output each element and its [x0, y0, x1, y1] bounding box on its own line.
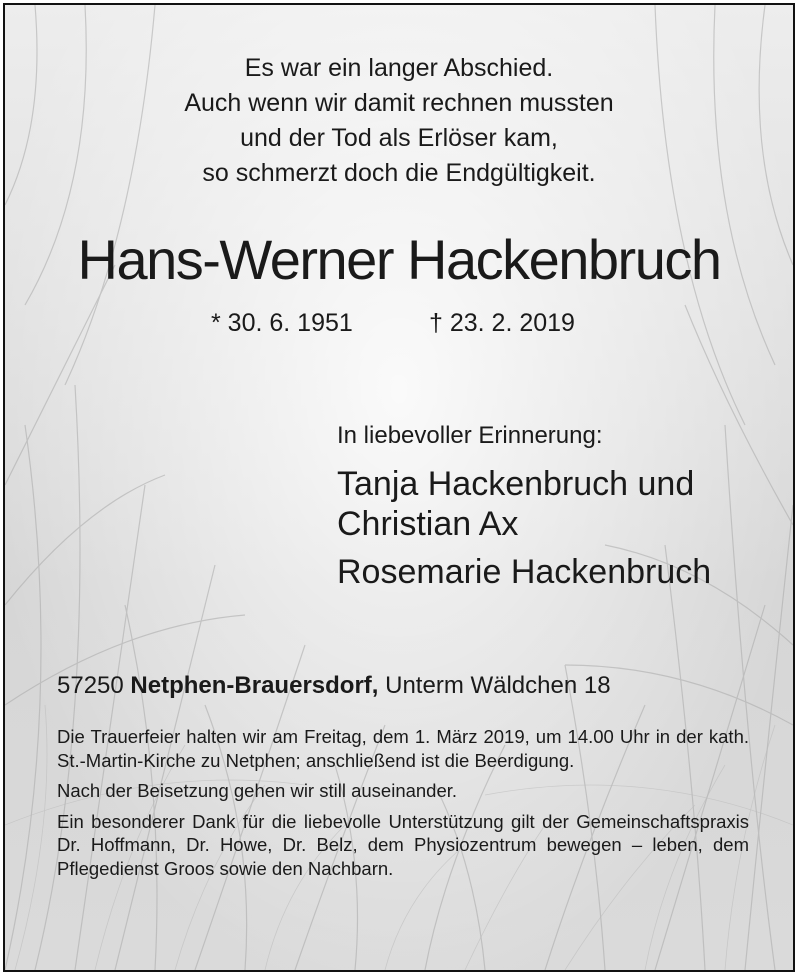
poem-line: und der Tod als Erlöser kam,: [240, 124, 558, 152]
poem-line: Auch wenn wir damit rechnen mussten: [184, 89, 614, 117]
thanks-note: Ein besonderer Dank für die liebevolle Unterstützung gilt der Gemeinschaftspraxis Dr. Hoffmann, Dr. Howe, Dr. Belz, dem Physiozentrum bewegen – leben, dem Pflegedienst Groos sowie den Nachbarn.: [57, 810, 749, 879]
funeral-details: [57, 725, 749, 887]
deceased-name: Hans-Werner Hackenbruch: [77, 228, 721, 291]
mourner-name: Tanja Hackenbruch und: [337, 465, 695, 503]
poem-line: so schmerzt doch die Endgültigkeit.: [202, 159, 596, 187]
mourners-list: [337, 464, 711, 592]
birth-date: * 30. 6. 1951: [211, 309, 353, 337]
memorial-poem: [5, 51, 793, 191]
poem-line: Es war ein langer Abschied.: [244, 54, 554, 82]
memory-intro: In liebevoller Erinnerung:: [337, 422, 603, 449]
obituary-notice: [3, 3, 795, 972]
funeral-info: Die Trauerfeier halten wir am Freitag, dem 1. März 2019, um 14.00 Uhr in der kath. St.-Martin-Kirche zu Netphen; anschließend ist die Beerdigung.: [57, 726, 749, 771]
death-date: † 23. 2. 2019: [429, 309, 575, 337]
address-town: Netphen-Brauersdorf,: [130, 672, 379, 699]
address-postcode: 57250: [57, 672, 124, 699]
notice-content: [5, 5, 793, 970]
mourner-name: Rosemarie Hackenbruch: [337, 553, 712, 591]
family-address: [57, 669, 611, 703]
mourner-name: Christian Ax: [337, 505, 519, 543]
address-street: Unterm Wäldchen 18: [385, 672, 611, 699]
burial-note: Nach der Beisetzung gehen wir still auseinander.: [57, 780, 458, 801]
